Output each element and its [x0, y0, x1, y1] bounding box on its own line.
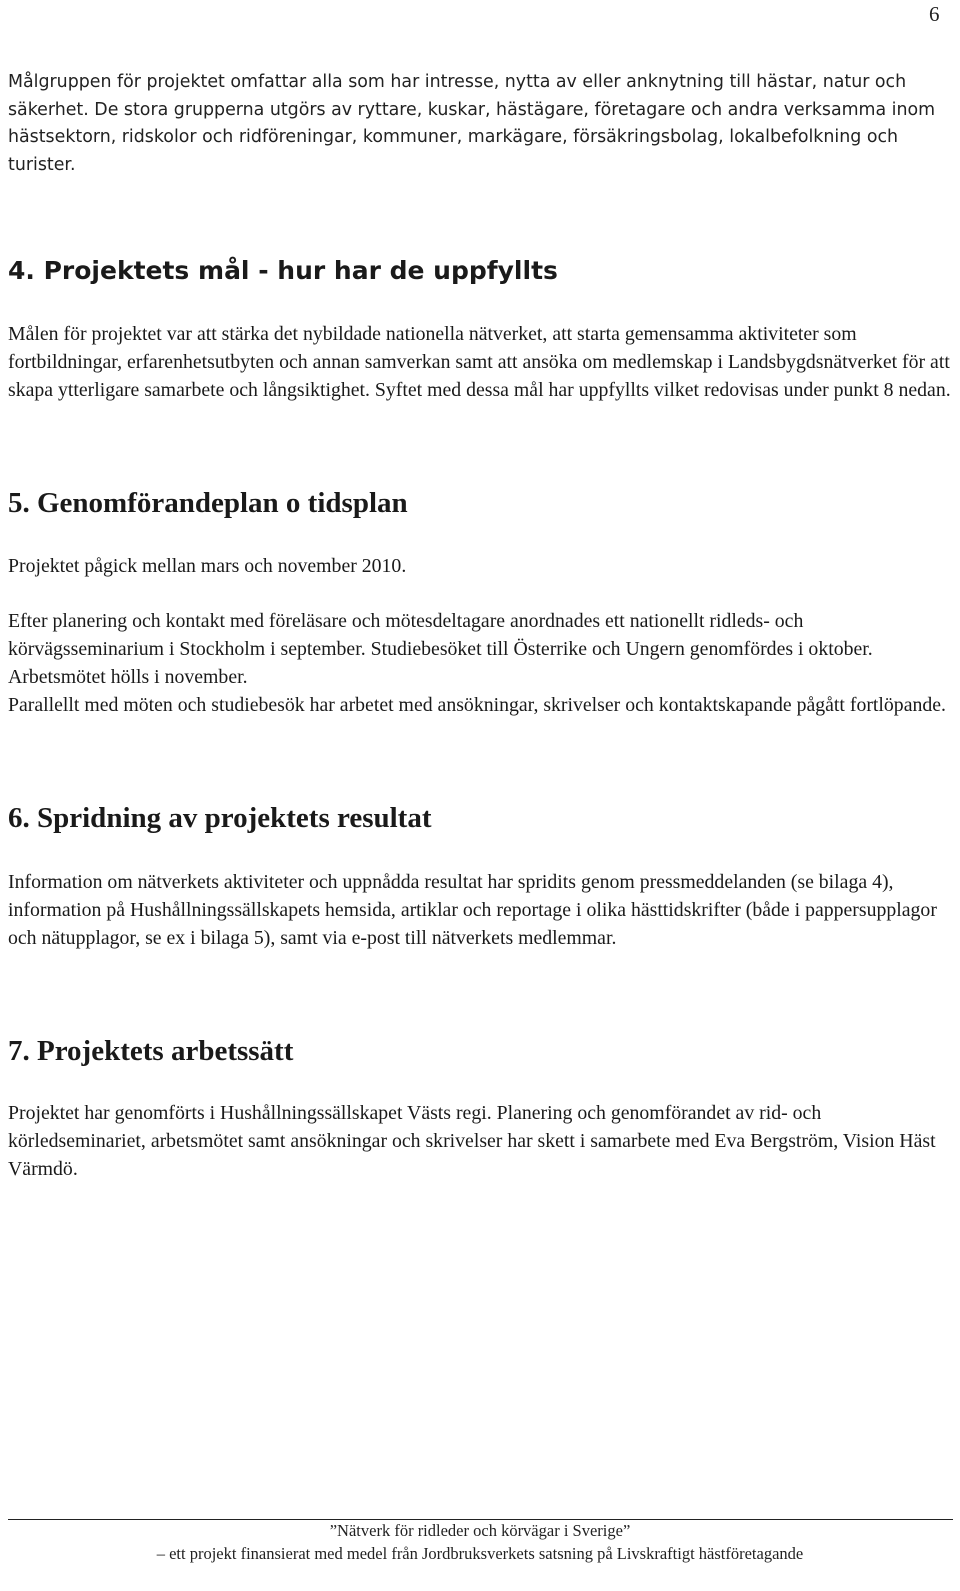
section-5-timeline-paragraph: Projektet pågick mellan mars och november 2010.	[8, 555, 407, 577]
footer-divider	[8, 1519, 953, 1520]
section-6-heading: 6. Spridning av projektets resultat	[8, 802, 432, 834]
section-5-heading: 5. Genomförandeplan o tidsplan	[8, 487, 408, 519]
footer-network-title: ”Nätverk för ridleder och körvägar i Sverige”	[329, 1521, 631, 1540]
section-4-paragraph: Målen för projektet var att stärka det nybildade nationella nätverket, att starta gemensamma aktiviteter som fortbildningar, erfarenhetsutbyten och annan samverkan samt att ansöka om medlemskap i Landsbygdsnätverket för att skapa ytterligare samarbete och långsiktighet. Syftet med dessa mål har uppfyllts vilket redovisas under punkt 8 nedan.	[8, 323, 951, 401]
section-4-heading: 4. Projektets mål - hur har de uppfyllts	[8, 256, 558, 285]
page-number: 6	[929, 2, 940, 26]
section-7-heading: 7. Projektets arbetssätt	[8, 1035, 294, 1067]
footer-funding-note: – ett projekt finansierat med medel från Jordbruksverkets satsning på Livskraftigt hästföretagande	[156, 1544, 804, 1563]
section-5-events-paragraph: Efter planering och kontakt med föreläsare och mötesdeltagare anordnades ett nationellt ridleds- och körvägsseminarium i Stockholm i september. Studiebesöket till Österrike och Ungern genomfördes i oktober. Arbetsmötet hölls i november.	[8, 610, 873, 688]
section-6-paragraph: Information om nätverkets aktiviteter och uppnådda resultat har spridits genom pressmeddelanden (se bilaga 4), information på Hushållningssällskapets hemsida, artiklar och reportage i olika hästtidskrifter (både i pappersupplagor och nätupplagor, se ex i bilaga 5), samt via e-post till nätverkets medlemmar.	[8, 871, 937, 949]
intro-paragraph: Målgruppen för projektet omfattar alla som har intresse, nytta av eller anknytning till hästar, natur och säkerhet. De stora grupperna utgörs av ryttare, kuskar, hästägare, företagare och andra verksamma inom hästsektorn, ridskolor och ridföreningar, kommuner, markägare, försäkringsbolag, lokalbefolkning och turister.	[8, 72, 936, 175]
section-7-paragraph: Projektet har genomförts i Hushållningssällskapet Västs regi. Planering och genomförandet av rid- och körledseminariet, arbetsmötet samt ansökningar och skrivelser har skett i samarbete med Eva Bergström, Vision Häst Värmdö.	[8, 1102, 936, 1180]
section-5-parallel-paragraph: Parallellt med möten och studiebesök har arbetet med ansökningar, skrivelser och kontaktskapande pågått fortlöpande.	[8, 694, 946, 716]
